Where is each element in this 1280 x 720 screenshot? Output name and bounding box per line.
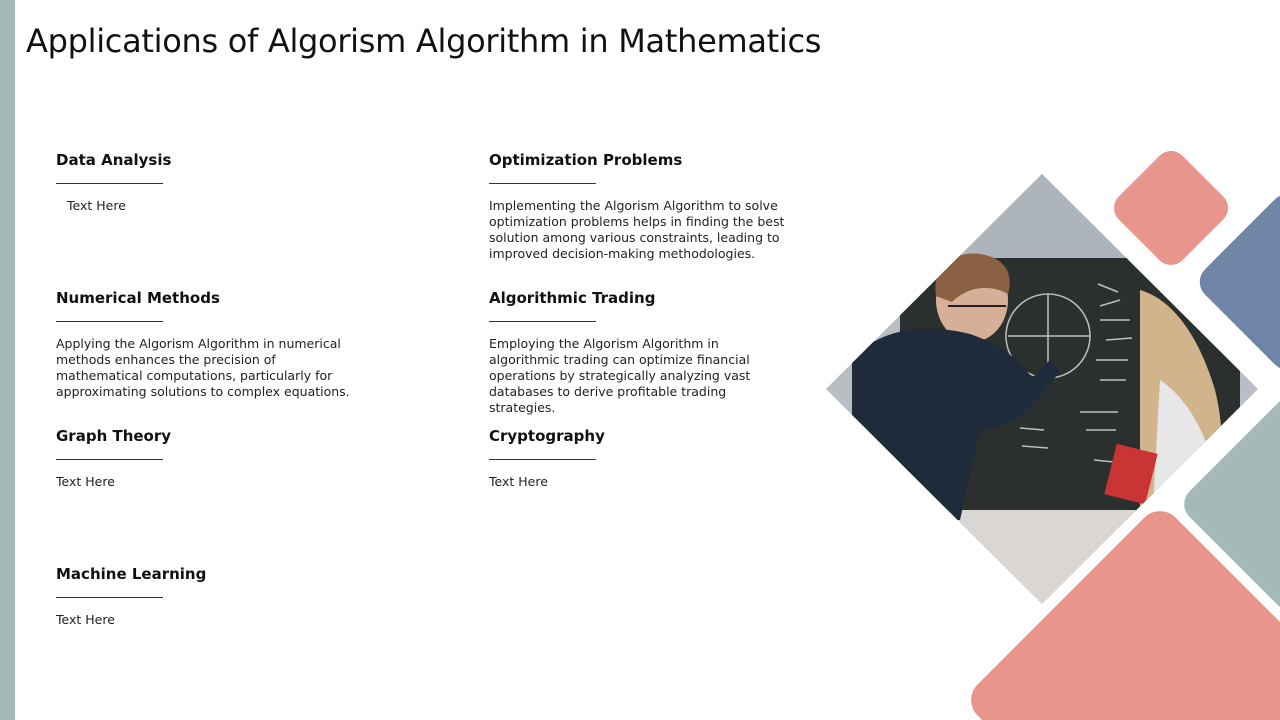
item-heading: Graph Theory xyxy=(56,427,172,445)
item-heading: Optimization Problems xyxy=(489,151,683,169)
item-text: Applying the Algorism Algorithm in numerical methods enhances the precision of mathematical computations, particularly for approximating solutions to complex equations. xyxy=(56,336,350,399)
item-text: Employing the Algorism Algorithm in algorithmic trading can optimize financial operations by strategically analyzing vast databases to derive profitable trading strategies. xyxy=(489,336,751,415)
item-heading: Algorithmic Trading xyxy=(489,289,656,307)
item-heading: Cryptography xyxy=(489,427,605,445)
page-title: Applications of Algorism Algorithm in Mathematics xyxy=(26,22,822,60)
item-text: Text Here xyxy=(489,474,548,489)
item-heading: Numerical Methods xyxy=(56,289,220,307)
item-heading: Machine Learning xyxy=(56,565,207,583)
item-text: Text Here xyxy=(56,474,115,489)
item-heading: Data Analysis xyxy=(56,151,172,169)
item-text: Implementing the Algorism Algorithm to solve optimization problems helps in finding the best solution among various constraints, leading to improved decision-making methodologies. xyxy=(489,198,785,261)
item-text: Text Here xyxy=(67,198,126,213)
item-text: Text Here xyxy=(56,612,115,627)
coral-tile-top xyxy=(1107,144,1234,271)
